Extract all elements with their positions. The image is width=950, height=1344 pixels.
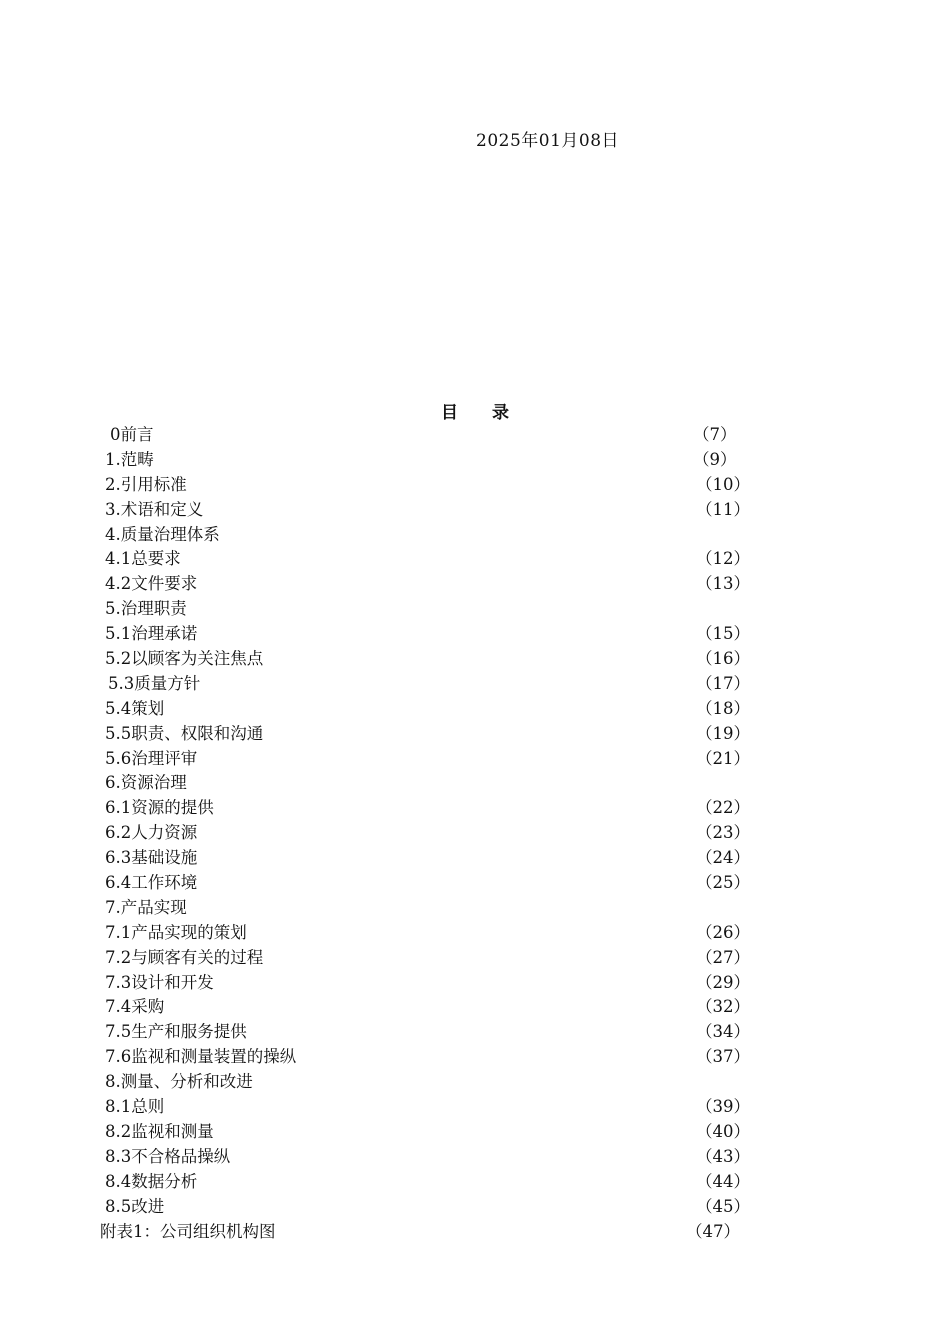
- toc-entry-page-number: （22）: [696, 798, 750, 818]
- toc-entry-page-number: （44）: [696, 1171, 750, 1191]
- toc-entry-label: 5.2以顾客为关注焦点: [105, 649, 264, 669]
- toc-entry[interactable]: [0, 672, 950, 697]
- toc-entry[interactable]: [0, 547, 950, 572]
- toc-entry[interactable]: [0, 722, 950, 747]
- toc-entry-label: 5.3质量方针: [108, 673, 201, 693]
- toc-entry-label: 6.4工作环境: [105, 873, 198, 893]
- toc-entry[interactable]: [0, 622, 950, 647]
- toc-entry[interactable]: [0, 647, 950, 672]
- toc-entry-page-number: （7）: [693, 425, 737, 444]
- toc-entry-label: 8.测量、分析和改进: [105, 1072, 253, 1092]
- toc-entry[interactable]: [0, 473, 950, 498]
- toc-entry-page-number: （16）: [696, 649, 750, 669]
- toc-entry-page-number: （13）: [696, 574, 750, 594]
- toc-entry[interactable]: [0, 747, 950, 772]
- toc-entry-page-number: （9）: [693, 449, 737, 469]
- document-date: 2025年01月08日: [476, 131, 620, 151]
- toc-entry-label: 4.2文件要求: [105, 574, 198, 594]
- toc-entry[interactable]: [0, 971, 950, 996]
- toc-entry-label: 7.产品实现: [105, 897, 187, 917]
- toc-entry-label: 7.6监视和测量装置的操纵: [105, 1047, 297, 1067]
- toc-entry-page-number: （11）: [696, 499, 750, 519]
- toc-entry[interactable]: [0, 1095, 950, 1120]
- toc-entry-label: 2.引用标准: [105, 474, 187, 494]
- toc-entry-label: 8.5改进: [105, 1196, 165, 1216]
- toc-entry-label: 0前言: [110, 425, 154, 444]
- toc-entry-label: 5.1治理承诺: [105, 624, 198, 644]
- toc-entry[interactable]: [0, 1120, 950, 1145]
- toc-entry-label: 6.3基础设施: [105, 848, 198, 868]
- toc-entry-label: 7.5生产和服务提供: [105, 1022, 247, 1042]
- toc-entry-label: 6.2人力资源: [105, 823, 198, 843]
- toc-entry-label: 5.治理职责: [105, 599, 187, 619]
- toc-entry-label: 5.5职责、权限和沟通: [105, 723, 264, 743]
- toc-entry-page-number: （32）: [696, 997, 750, 1017]
- toc-entry-page-number: （43）: [696, 1146, 750, 1166]
- toc-entry[interactable]: [0, 1020, 950, 1045]
- toc-entry-label: 1.范畴: [105, 449, 154, 469]
- toc-entry-page-number: （34）: [696, 1022, 750, 1042]
- toc-entry-page-number: （45）: [696, 1196, 750, 1216]
- toc-entry[interactable]: [0, 423, 950, 448]
- toc-entry[interactable]: [0, 771, 950, 796]
- toc-entry[interactable]: [0, 523, 950, 548]
- toc-entry-label: 附表1：公司组织机构图: [100, 1221, 276, 1241]
- toc-entry[interactable]: [0, 946, 950, 971]
- toc-entry[interactable]: [0, 597, 950, 622]
- toc-entry-label: 8.2监视和测量: [105, 1121, 214, 1141]
- toc-entry-label: 6.1资源的提供: [105, 798, 214, 818]
- toc-entry-page-number: （29）: [696, 972, 750, 992]
- toc-entry[interactable]: [0, 1220, 950, 1245]
- toc-entry-label: 6.资源治理: [105, 773, 187, 793]
- toc-entry[interactable]: [0, 1170, 950, 1195]
- toc-entry-label: 8.3不合格品操纵: [105, 1146, 231, 1166]
- toc-entry[interactable]: [0, 921, 950, 946]
- toc-entry[interactable]: [0, 1045, 950, 1070]
- toc-entry[interactable]: [0, 796, 950, 821]
- toc-entry-page-number: （15）: [696, 624, 750, 644]
- toc-entry-label: 8.1总则: [105, 1097, 165, 1117]
- toc-entry-label: 5.6治理评审: [105, 748, 198, 768]
- toc-entry-label: 7.1产品实现的策划: [105, 922, 247, 942]
- toc-entry[interactable]: [0, 697, 950, 722]
- toc-entry-label: 5.4策划: [105, 698, 165, 718]
- toc-title: [0, 398, 950, 423]
- toc-entry-page-number: （19）: [696, 723, 750, 743]
- toc-entry-label: 4.1总要求: [105, 549, 181, 569]
- toc-entry-page-number: （26）: [696, 922, 750, 942]
- toc-entry[interactable]: [0, 896, 950, 921]
- toc-entry-label: 8.4数据分析: [105, 1171, 198, 1191]
- toc-entry-page-number: （40）: [696, 1121, 750, 1141]
- toc-title-char-1: 目: [441, 403, 459, 423]
- toc-entry-page-number: （17）: [696, 673, 750, 693]
- table-of-contents: [0, 423, 950, 1244]
- toc-entry[interactable]: [0, 498, 950, 523]
- toc-entry[interactable]: [0, 1145, 950, 1170]
- toc-entry-page-number: （47）: [686, 1221, 740, 1241]
- toc-entry[interactable]: [0, 1195, 950, 1220]
- toc-entry-page-number: （23）: [696, 823, 750, 843]
- toc-entry-page-number: （27）: [696, 947, 750, 967]
- toc-entry-label: 7.2与顾客有关的过程: [105, 947, 264, 967]
- toc-entry-page-number: （12）: [696, 549, 750, 569]
- toc-entry[interactable]: [0, 995, 950, 1020]
- toc-entry-page-number: （24）: [696, 848, 750, 868]
- toc-entry[interactable]: [0, 821, 950, 846]
- toc-entry-page-number: （25）: [696, 873, 750, 893]
- toc-entry-page-number: （37）: [696, 1047, 750, 1067]
- toc-entry[interactable]: [0, 846, 950, 871]
- toc-entry-label: 3.术语和定义: [105, 499, 204, 519]
- toc-entry-page-number: （21）: [696, 748, 750, 768]
- toc-entry[interactable]: [0, 448, 950, 473]
- toc-entry-label: 7.3设计和开发: [105, 972, 214, 992]
- toc-entry-page-number: （10）: [696, 474, 750, 494]
- toc-entry[interactable]: [0, 871, 950, 896]
- toc-entry[interactable]: [0, 1070, 950, 1095]
- toc-entry[interactable]: [0, 572, 950, 597]
- toc-entry-label: 4.质量治理体系: [105, 524, 220, 544]
- toc-entry-page-number: （18）: [696, 698, 750, 718]
- toc-entry-page-number: （39）: [696, 1097, 750, 1117]
- toc-title-char-2: 录: [491, 403, 509, 423]
- toc-entry-label: 7.4采购: [105, 997, 165, 1017]
